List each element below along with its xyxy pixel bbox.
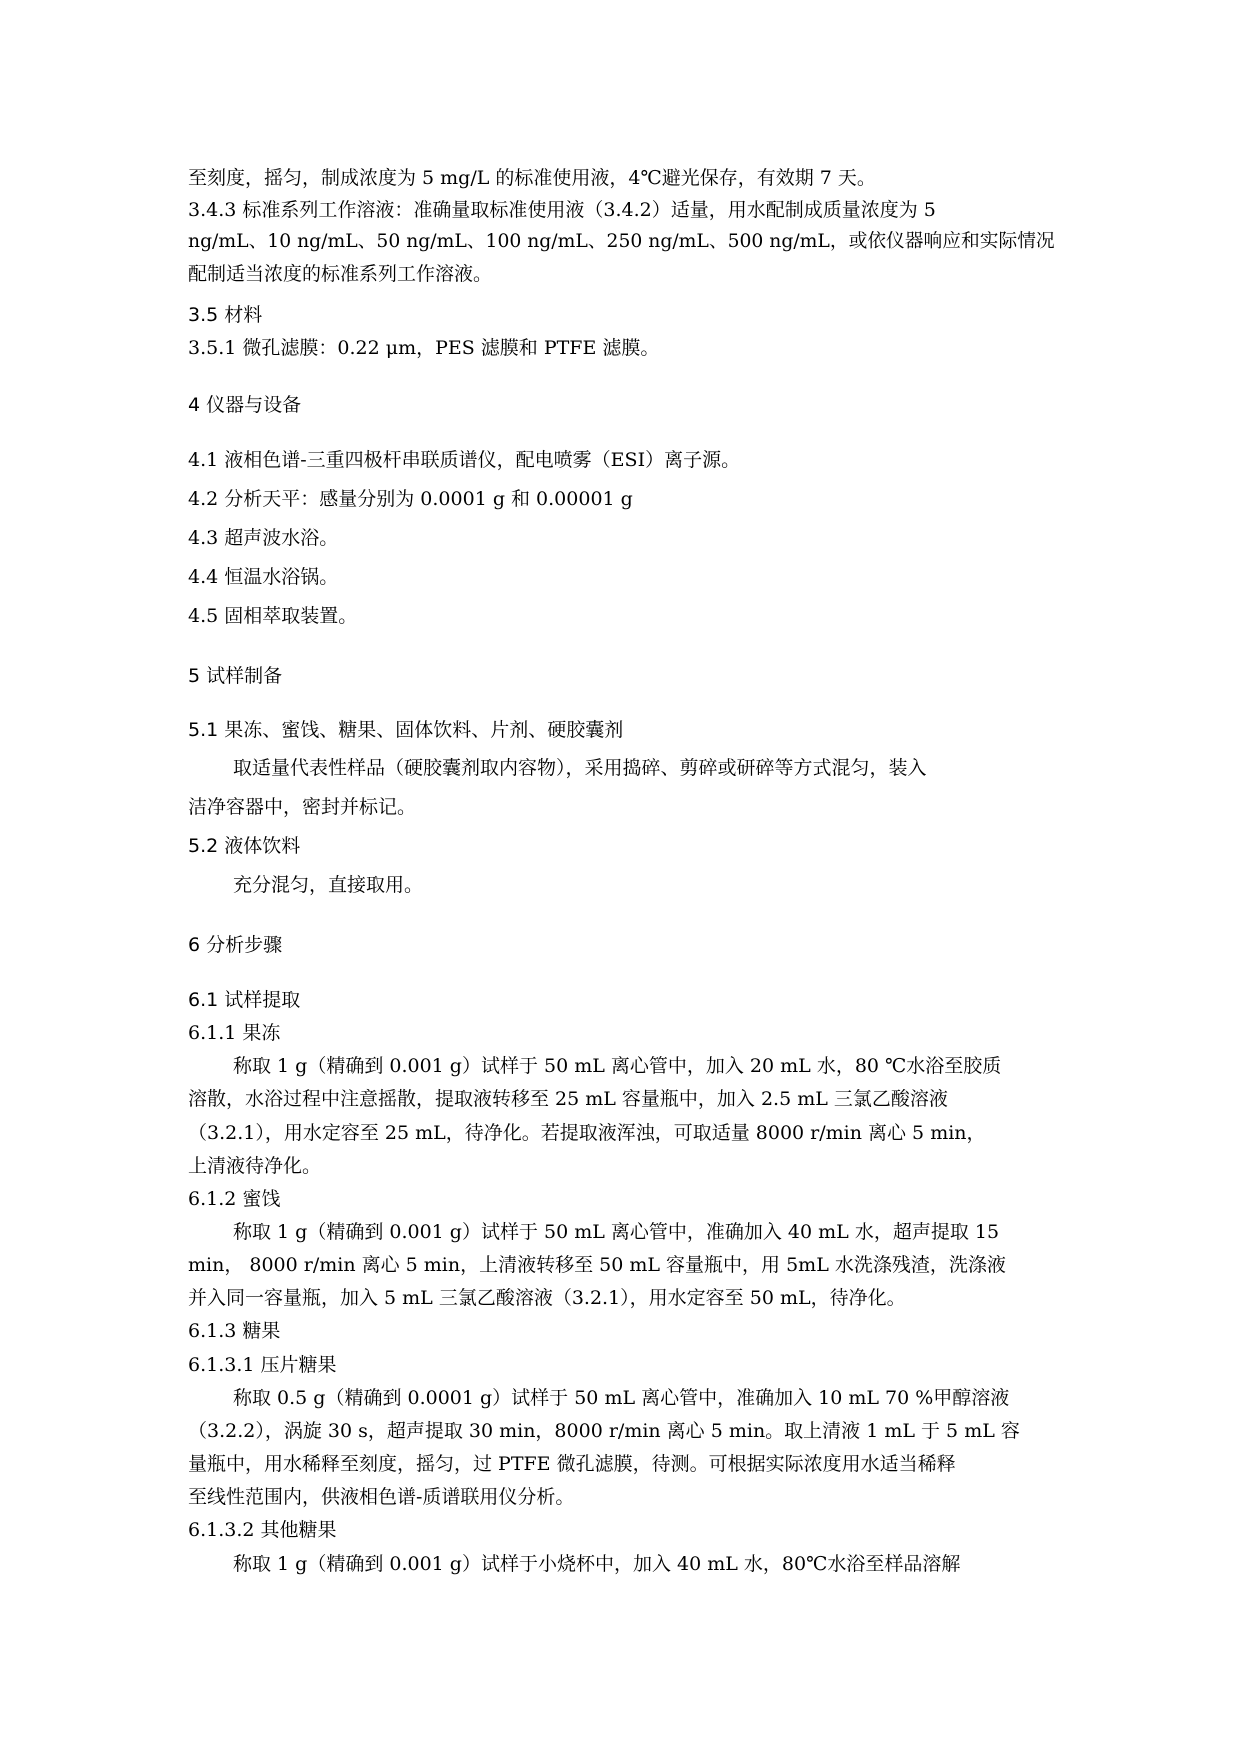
subsection-heading: 6.1.3.1 压片糖果: [188, 1354, 337, 1376]
subsection-heading: 6.1.2 蜜饯: [188, 1188, 281, 1210]
section-heading: 5 试样制备: [188, 665, 283, 687]
paragraph-line: 至线性范围内，供液相色谱-质谱联用仪分析。: [188, 1486, 575, 1508]
paragraph-line: 至刻度，摇匀，制成浓度为 5 mg/L 的标准使用液，4℃避光保存，有效期 7 天。: [188, 167, 876, 189]
paragraph-line: 3.5.1 微孔滤膜：0.22 μm，PES 滤膜和 PTFE 滤膜。: [188, 337, 660, 359]
section-heading: 5.1 果冻、蜜饯、糖果、固体饮料、片剂、硬胶囊剂: [188, 719, 624, 741]
subsection-heading: 6.1.3.2 其他糖果: [188, 1519, 337, 1541]
paragraph-line: 4.1 液相色谱-三重四极杆串联质谱仪，配电喷雾（ESI）离子源。: [188, 449, 741, 471]
paragraph-line: 4.2 分析天平：感量分别为 0.0001 g 和 0.00001 g: [188, 488, 633, 510]
paragraph-line: 配制适当浓度的标准系列工作溶液。: [188, 263, 493, 285]
paragraph-line: ng/mL、10 ng/mL、50 ng/mL、100 ng/mL、250 ng/mL、500 ng/mL，或依仪器响应和实际情况: [188, 231, 1055, 252]
paragraph-line: 取适量代表性样品（硬胶囊剂取内容物），采用捣碎、剪碎或研碎等方式混匀，装入: [233, 757, 927, 779]
section-heading: 6.1 试样提取: [188, 989, 301, 1011]
section-heading: 6 分析步骤: [188, 934, 283, 956]
subsection-heading: 6.1.1 果冻: [188, 1022, 281, 1044]
section-heading: 4 仪器与设备: [188, 394, 302, 416]
subsection-heading: 6.1.3 糖果: [188, 1320, 281, 1342]
paragraph-line: 4.5 固相萃取装置。: [188, 605, 358, 627]
paragraph-line: 充分混匀，直接取用。: [233, 874, 424, 896]
paragraph-line: 称取 1 g（精确到 0.001 g）试样于 50 mL 离心管中，加入 20 mL 水，80 ℃水浴至胶质: [233, 1055, 1002, 1077]
paragraph-line: （3.2.1），用水定容至 25 mL，待净化。若提取液浑浊，可取适量 8000 r/min 离心 5 min，: [188, 1122, 986, 1144]
paragraph-line: min， 8000 r/min 离心 5 min，上清液转移至 50 mL 容量瓶中，用 5mL 水洗涤残渣，洗涤液: [188, 1254, 1006, 1276]
paragraph-line: 称取 0.5 g（精确到 0.0001 g）试样于 50 mL 离心管中，准确加入 10 mL 70 %甲醇溶液: [233, 1387, 1010, 1409]
paragraph-line: 称取 1 g（精确到 0.001 g）试样于小烧杯中，加入 40 mL 水，80℃水浴至样品溶解: [233, 1553, 961, 1575]
paragraph-line: （3.2.2），涡旋 30 s，超声提取 30 min，8000 r/min 离心 5 min。取上清液 1 mL 于 5 mL 容: [188, 1420, 1020, 1442]
paragraph-line: 称取 1 g（精确到 0.001 g）试样于 50 mL 离心管中，准确加入 40 mL 水，超声提取 15: [233, 1221, 1000, 1243]
paragraph-line: 上清液待净化。: [188, 1155, 322, 1177]
paragraph-line: 溶散，水浴过程中注意摇散，提取液转移至 25 mL 容量瓶中，加入 2.5 mL 三氯乙酸溶液: [188, 1088, 948, 1110]
paragraph-line: 洁净容器中，密封并标记。: [188, 796, 417, 818]
paragraph-line: 量瓶中，用水稀释至刻度，摇匀，过 PTFE 微孔滤膜，待测。可根据实际浓度用水适当稀释: [188, 1453, 956, 1475]
section-heading: 5.2 液体饮料: [188, 835, 301, 857]
paragraph-line: 4.3 超声波水浴。: [188, 527, 339, 549]
paragraph-line: 3.4.3 标准系列工作溶液：准确量取标准使用液（3.4.2）适量，用水配制成质量浓度为 5: [188, 199, 936, 221]
section-heading: 3.5 材料: [188, 304, 263, 326]
paragraph-line: 并入同一容量瓶，加入 5 mL 三氯乙酸溶液（3.2.1），用水定容至 50 mL，待净化。: [188, 1287, 906, 1309]
paragraph-line: 4.4 恒温水浴锅。: [188, 566, 339, 588]
